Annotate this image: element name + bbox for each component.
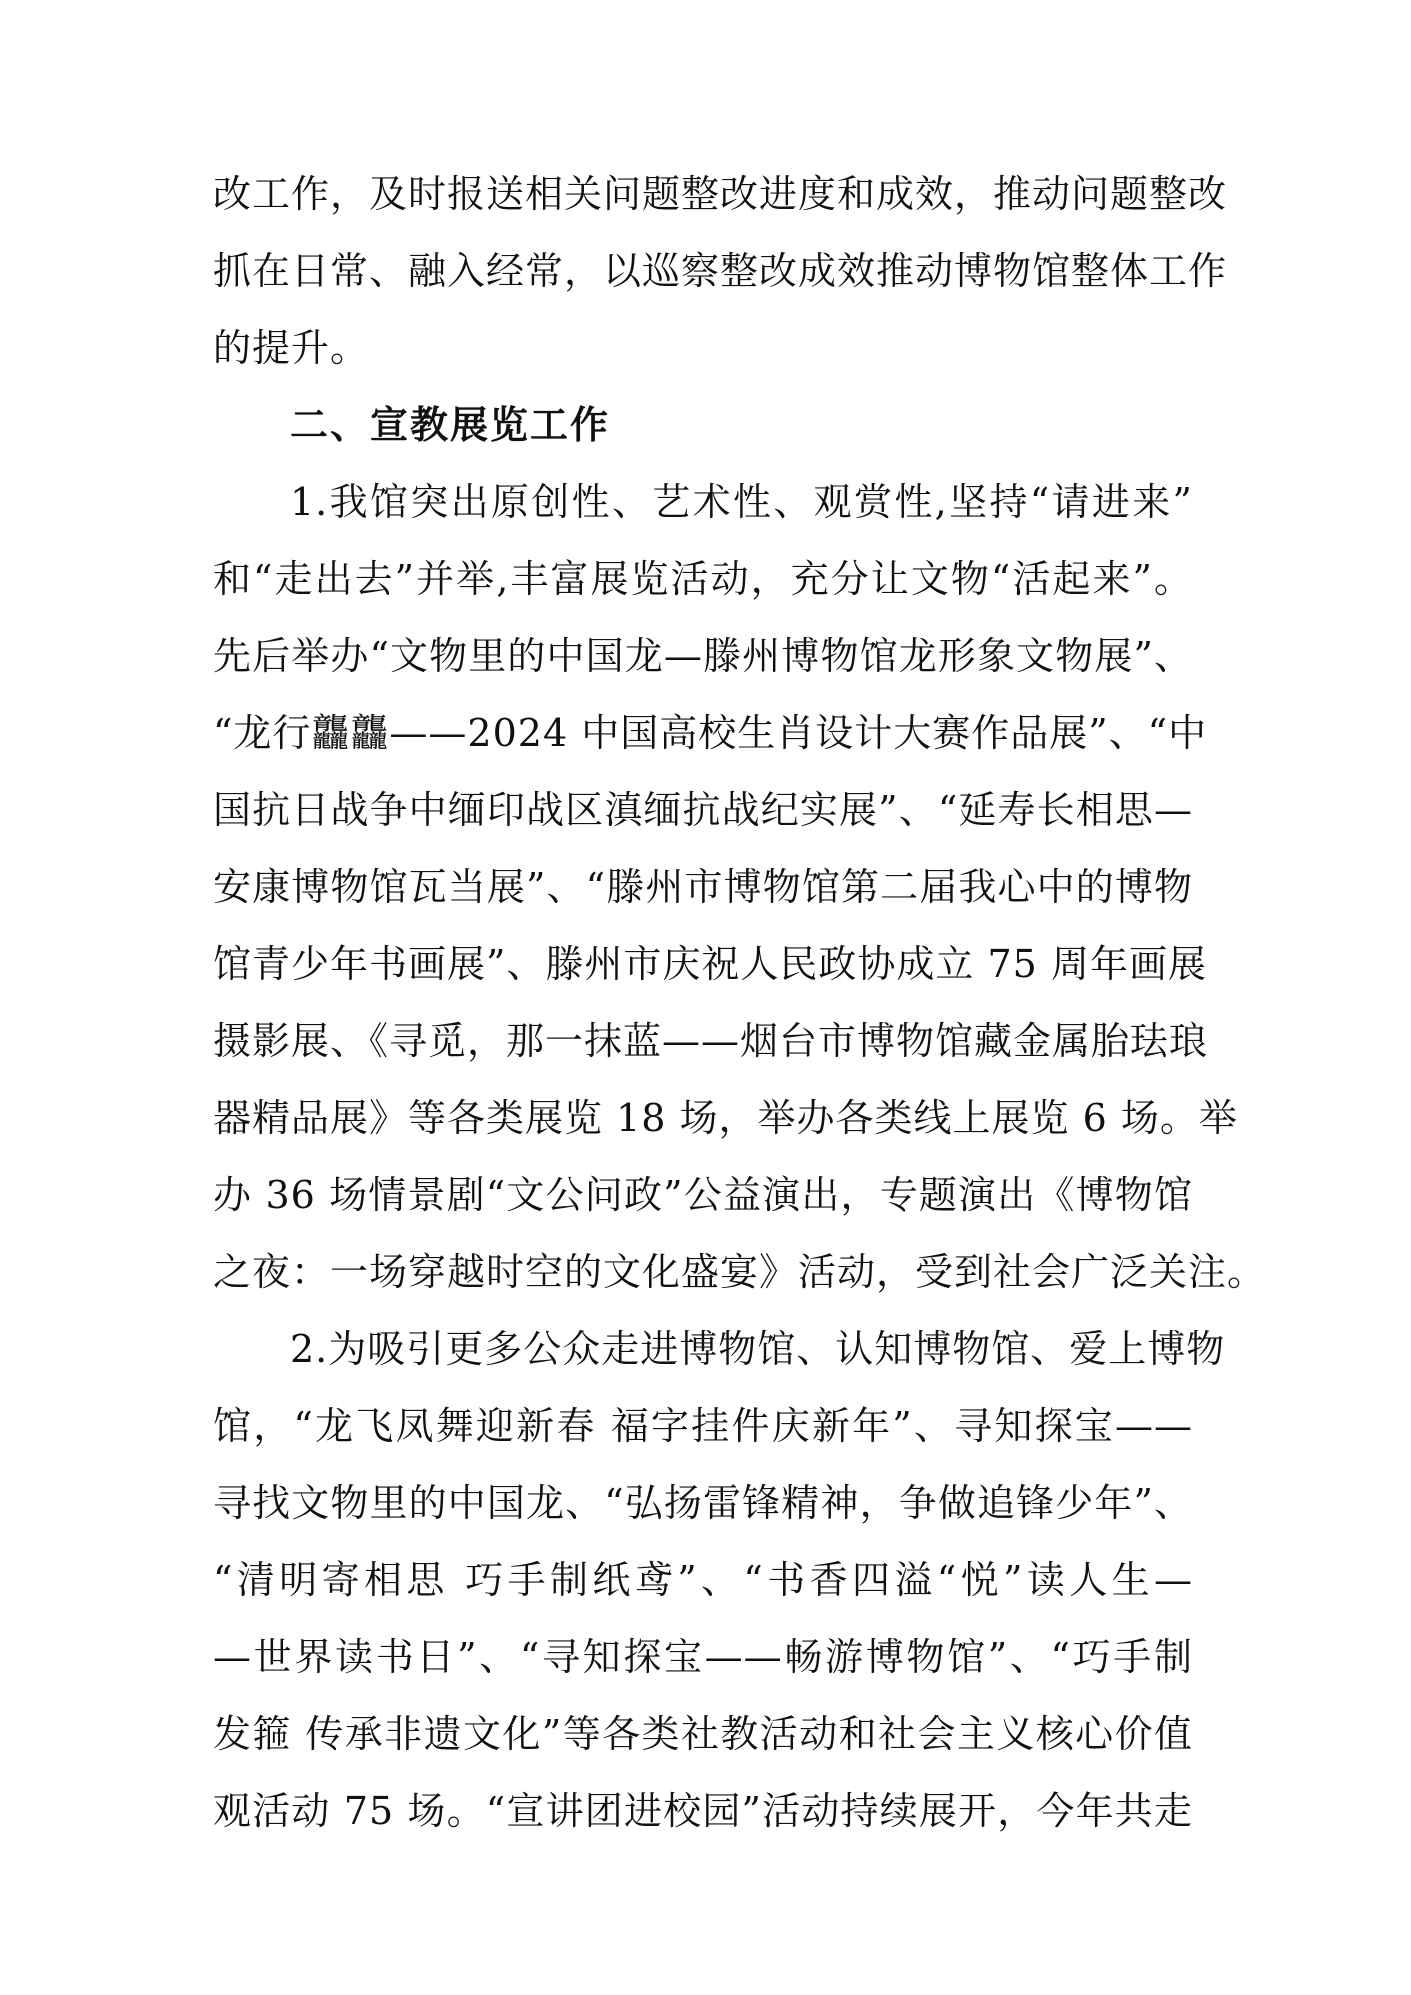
- paragraph-line: 摄影展、《寻觅，那一抹蓝——烟台市博物馆藏金属胎珐琅: [213, 1019, 1209, 1063]
- paragraph-line: 发箍 传承非遗文化”等各类社教活动和社会主义核心价值: [213, 1712, 1193, 1756]
- paragraph-line: 馆青少年书画展”、滕州市庆祝人民政协成立 75 周年画展: [213, 942, 1207, 986]
- paragraph-line: 抓在日常、融入经常，以巡察整改成效推动博物馆整体工作: [213, 249, 1228, 293]
- paragraph-line: 国抗日战争中缅印战区滇缅抗战纪实展”、“延寿长相思—: [213, 788, 1193, 832]
- paragraph-line: 的提升。: [213, 326, 370, 370]
- paragraph-line: 器精品展》等各类展览 18 场，举办各类线上展览 6 场。举: [213, 1096, 1238, 1140]
- paragraph-line: 先后举办“文物里的中国龙—滕州博物馆龙形象文物展”、: [213, 634, 1193, 678]
- paragraph-line: 2.为吸引更多公众走进博物馆、认知博物馆、爱上博物: [290, 1327, 1226, 1371]
- paragraph-line: 之夜：一场穿越时空的文化盛宴》活动，受到社会广泛关注。: [213, 1250, 1267, 1294]
- paragraph-line: 观活动 75 场。“宣讲团进校园”活动持续展开，今年共走: [213, 1789, 1193, 1833]
- paragraph-line: 馆，“龙飞凤舞迎新春 福字挂件庆新年”、寻知探宝——: [213, 1404, 1193, 1448]
- paragraph-line: 寻找文物里的中国龙、“弘扬雷锋精神，争做追锋少年”、: [213, 1481, 1193, 1525]
- paragraph-line: 办 36 场情景剧“文公问政”公益演出，专题演出《博物馆: [213, 1173, 1193, 1217]
- paragraph-line: “清明寄相思 巧手制纸鸢”、“书香四溢“悦”读人生—: [213, 1558, 1193, 1602]
- paragraph-line: 1.我馆突出原创性、艺术性、观赏性,坚持“请进来”: [290, 480, 1193, 524]
- paragraph-line: 和“走出去”并举,丰富展览活动，充分让文物“活起来”。: [213, 557, 1193, 601]
- paragraph-line: “龙行龘龘——2024 中国高校生肖设计大赛作品展”、“中: [213, 711, 1208, 755]
- paragraph-line: 安康博物馆瓦当展”、“滕州市博物馆第二届我心中的博物: [213, 865, 1193, 909]
- paragraph-line: —世界读书日”、“寻知探宝——畅游博物馆”、“巧手制: [213, 1635, 1193, 1679]
- paragraph-line: 改工作，及时报送相关问题整改进度和成效，推动问题整改: [213, 172, 1228, 216]
- section-heading: 二、宣教展览工作: [290, 403, 611, 447]
